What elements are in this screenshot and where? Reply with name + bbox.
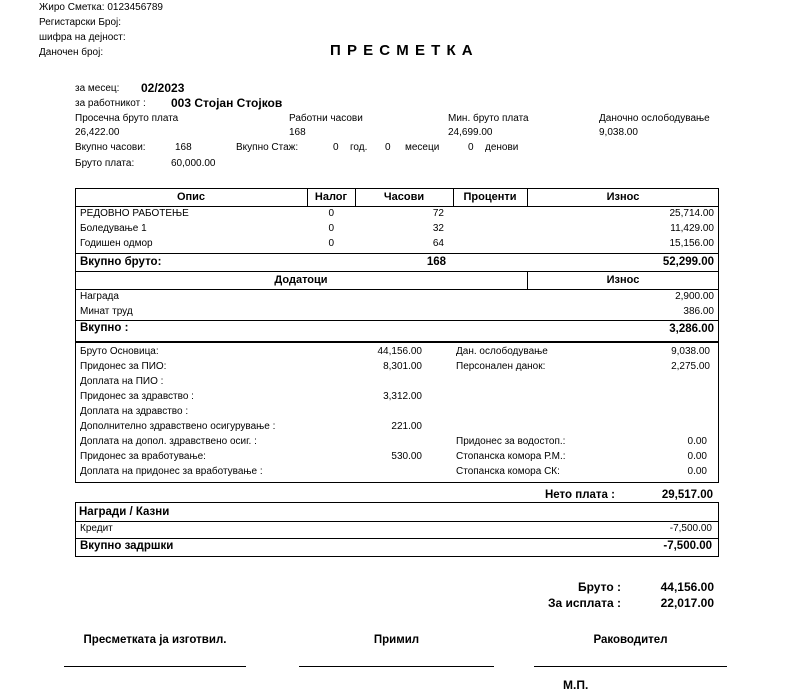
chamber-item-label: Стопанска комора Р.М.: [456, 451, 566, 462]
tax-exemption-label: Даночно ослободување [599, 113, 710, 124]
earning-desc: РЕДОВНО РАБОТЕЊЕ [80, 208, 189, 219]
summary-payout-label: За исплата : [547, 596, 621, 610]
seniority-label: Вкупно Стаж: [236, 142, 299, 153]
avg-gross-value: 26,422.00 [75, 127, 120, 138]
earning-amount: 11,429.00 [670, 223, 714, 234]
min-gross-value: 24,699.00 [448, 127, 493, 138]
col-header-percent: Проценти [463, 191, 517, 203]
tax-item-value: 9,038.00 [671, 346, 710, 357]
earnings-total-divider-bottom [75, 271, 719, 272]
activity-code-label: шифра на дејност: [39, 32, 126, 43]
total-hours-value: 168 [175, 142, 192, 153]
signature-line-manager [534, 666, 727, 667]
gross-salary-value: 60,000.00 [171, 158, 216, 169]
additions-amount-header: Износ [606, 274, 640, 286]
page-title: П Р Е С М Е Т К А [330, 42, 474, 59]
col-header-order: Налог [314, 191, 348, 203]
tax-item-value: 2,275.00 [671, 361, 710, 372]
worker-label: за работникот : [75, 98, 146, 109]
avg-gross-label: Просечна бруто плата [75, 113, 179, 124]
total-hours-label: Вкупно часови: [75, 142, 146, 153]
net-salary-value: 29,517.00 [661, 489, 713, 501]
gross-total-label: Вкупно бруто: [80, 256, 162, 268]
contribution-label: Дополнително здравствено осигурување : [80, 421, 276, 432]
addition-desc: Минат труд [80, 306, 133, 317]
work-hours-value: 168 [289, 127, 306, 138]
contribution-value: 8,301.00 [383, 361, 422, 372]
gross-total-amount: 52,299.00 [662, 256, 714, 268]
additions-header: Додатоци [274, 274, 328, 286]
registration-number-label: Регистарски Број: [39, 17, 122, 28]
seniority-months-value: 0 [385, 142, 391, 153]
earning-order: 0 [328, 223, 334, 234]
contribution-label: Придонес за здравство : [80, 391, 194, 402]
giro-account: Жиро Сметка: 0123456789 [39, 2, 163, 13]
earning-amount: 25,714.00 [669, 208, 714, 219]
month-label: за месец: [75, 83, 120, 94]
seniority-months-label: месеци [405, 142, 440, 153]
min-gross-label: Мин. бруто плата [448, 113, 529, 124]
tax-number-label: Даночен број: [39, 47, 104, 58]
signature-manager-label: Раководител [593, 634, 668, 646]
col-header-hours: Часови [383, 191, 425, 203]
contribution-label: Придонес за вработување: [80, 451, 206, 462]
col-header-description: Опис [176, 191, 206, 203]
chamber-item-label: Придонес за водостоп.: [456, 436, 566, 447]
earnings-total-divider-top [75, 253, 719, 254]
col-header-amount: Износ [606, 191, 640, 203]
tax-item-label: Персонален данок: [456, 361, 546, 372]
contribution-label: Придонес за ПИО: [80, 361, 167, 372]
signature-line-received [299, 666, 494, 667]
additions-total-divider [75, 320, 719, 321]
net-salary-label: Нето плата : [545, 489, 615, 501]
addition-amount: 2,900.00 [675, 291, 714, 302]
contribution-value: 221.00 [391, 421, 422, 432]
earning-hours: 64 [432, 238, 444, 249]
earning-amount: 15,156.00 [669, 238, 714, 249]
seniority-years-label: год. [350, 142, 368, 153]
summary-gross-value: 44,156.00 [660, 580, 714, 594]
seniority-days-label: денови [485, 142, 519, 153]
gross-salary-label: Бруто плата: [75, 158, 135, 169]
deduction-amount: -7,500.00 [669, 523, 712, 534]
seniority-years-value: 0 [333, 142, 339, 153]
earning-order: 0 [328, 238, 334, 249]
seal-label: М.П. [563, 678, 589, 692]
contribution-label: Доплата на здравство : [80, 406, 189, 417]
chamber-item-label: Стопанска комора СК: [456, 466, 560, 477]
earning-desc: Боледување 1 [80, 223, 147, 234]
signature-line-prepared [64, 666, 246, 667]
tax-item-label: Дан. ослободување [456, 346, 548, 357]
deductions-title: Награди / Казни [79, 506, 170, 518]
earning-hours: 32 [432, 223, 444, 234]
deductions-total-label: Вкупно задршки [80, 540, 174, 552]
earning-order: 0 [328, 208, 334, 219]
chamber-item-value: 0.00 [687, 451, 707, 462]
work-hours-label: Работни часови [289, 113, 363, 124]
signature-received-label: Примил [373, 634, 420, 646]
earning-hours: 72 [432, 208, 444, 219]
contribution-label: Доплата на допол. здравствено осиг. : [80, 436, 257, 447]
addition-amount: 386.00 [683, 306, 714, 317]
month-value: 02/2023 [141, 81, 185, 95]
chamber-item-value: 0.00 [687, 466, 707, 477]
summary-payout-value: 22,017.00 [660, 596, 714, 610]
contribution-label: Бруто Основица: [80, 346, 159, 357]
tax-exemption-value: 9,038.00 [599, 127, 638, 138]
deduction-desc: Кредит [80, 523, 113, 534]
summary-gross-label: Бруто : [578, 580, 621, 594]
chamber-item-value: 0.00 [687, 436, 707, 447]
contribution-label: Доплата на ПИО : [80, 376, 164, 387]
additions-total-amount: 3,286.00 [669, 323, 714, 335]
additions-total-label: Вкупно : [80, 322, 129, 334]
earning-desc: Годишен одмор [80, 238, 153, 249]
contribution-value: 530.00 [391, 451, 422, 462]
seniority-days-value: 0 [468, 142, 474, 153]
contribution-value: 44,156.00 [377, 346, 422, 357]
earnings-header-divider [75, 206, 719, 207]
addition-desc: Награда [80, 291, 119, 302]
deductions-total-divider [75, 538, 719, 539]
gross-total-hours: 168 [426, 256, 446, 268]
worker-value: 003 Стојан Стојков [171, 96, 283, 110]
contribution-value: 3,312.00 [383, 391, 422, 402]
additions-header-divider [75, 289, 719, 290]
deductions-total-amount: -7,500.00 [663, 540, 712, 552]
signature-prepared-label: Пресметката ја изготвил. [83, 634, 227, 646]
deductions-header-divider [75, 521, 719, 522]
contribution-label: Доплата на придонес за вработување : [80, 466, 263, 477]
